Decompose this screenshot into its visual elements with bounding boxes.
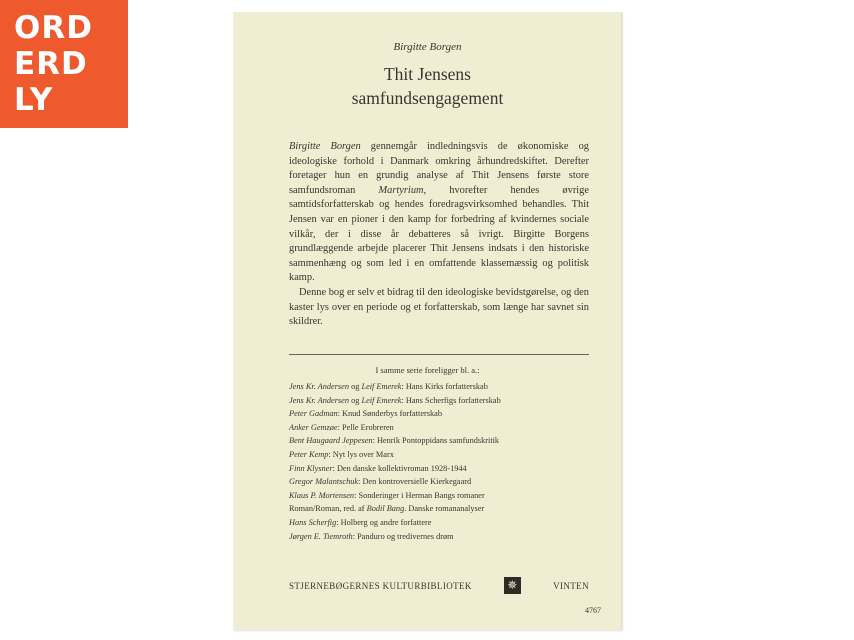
publisher-footer bbox=[289, 577, 589, 594]
title-line-1: Thit Jensens bbox=[383, 64, 471, 84]
list-item bbox=[289, 489, 599, 503]
divider bbox=[289, 354, 589, 355]
series-title: : Pelle Erobreren bbox=[337, 422, 394, 432]
series-name: STJERNEBØGERNES KULTURBIBLIOTEK bbox=[289, 580, 472, 591]
publisher-name: VINTEN bbox=[553, 580, 589, 591]
series-author-2: Leif Emerek bbox=[361, 395, 402, 405]
series-title: : Hans Scherfigs forfatterskab bbox=[401, 395, 501, 405]
cover-author: Birgitte Borgen bbox=[393, 41, 462, 53]
list-item bbox=[289, 502, 599, 516]
series-title: : Holberg og andre forfattere bbox=[336, 517, 432, 527]
series-title: : Hans Kirks forfatterskab bbox=[401, 382, 488, 391]
series-title: : Den danske kollektivroman 1928-1944 bbox=[332, 463, 467, 473]
blurb-author: Birgitte Borgen bbox=[289, 141, 361, 152]
series-heading: I samme serie foreligger bl. a.: bbox=[375, 365, 480, 375]
list-item bbox=[289, 394, 599, 408]
blurb-paragraph-2: Denne bog er selv et bidrag til den ideologiske bevidstgørelse, og den kaster lys over en periode og et forfatterskab, som længe har savnet sin skildrer. bbox=[289, 286, 589, 328]
series-list bbox=[289, 380, 599, 543]
series-author: Anker Gemzøe bbox=[289, 422, 338, 432]
catalog-number: 4767 bbox=[585, 606, 601, 615]
series-joiner: og bbox=[349, 382, 362, 391]
series-author: Klaus P. Mortensen bbox=[289, 490, 355, 500]
list-item bbox=[289, 380, 599, 394]
series-author: Jørgen E. Tiemroth bbox=[289, 531, 353, 541]
list-item bbox=[289, 530, 599, 544]
logo-line-3: LY bbox=[14, 82, 54, 118]
blurb-work-title: Martyrium, bbox=[378, 184, 427, 196]
blurb-text-a: gennemgår indledningsvis de økonomiske og ideologiske forhold i Danmark omkring århundredskiftet. Derefter foretager hun en grundig analyse af Thit Jensens første store samfundsroman bbox=[289, 141, 589, 196]
list-item bbox=[289, 475, 599, 489]
series-author: Bent Haugaard Jeppesen bbox=[289, 436, 373, 446]
series-author: Gregor Malantschuk bbox=[289, 477, 359, 487]
list-item bbox=[289, 421, 599, 435]
list-item bbox=[289, 462, 599, 476]
list-item bbox=[289, 448, 599, 462]
series-title: : Panduro og tredivernes drøm bbox=[352, 531, 454, 541]
series-title: : Nyt lys over Marx bbox=[328, 449, 394, 459]
series-title: : Henrik Pontoppidans samfundskritik bbox=[372, 436, 500, 446]
title-line-2: samfundsengagement bbox=[351, 88, 504, 108]
series-joiner: og bbox=[349, 395, 362, 405]
blurb bbox=[289, 140, 589, 330]
series-author-2: Leif Emerek bbox=[361, 382, 402, 391]
cover-title bbox=[234, 62, 621, 110]
list-item bbox=[289, 407, 599, 421]
series-author: Peter Gadman bbox=[289, 409, 338, 419]
blurb-paragraph-1 bbox=[289, 140, 589, 286]
series-author: Hans Scherfig bbox=[289, 517, 337, 527]
series-joiner: Roman/Roman, red. af bbox=[289, 504, 367, 514]
series-title: : Knud Sønderbys forfatterskab bbox=[337, 409, 443, 419]
blurb-text-b: hvorefter hendes øvrige samtidsforfatterskab og hendes foredragsvirksomhed behandles. Thit Jensen var en pioner i den kamp for forbedring af kvindernes sociale vilkår, der i disse år debatteres så ivrigt. Birgitte Borgens grundlæggende arbejde placerer Thit Jensens indsats i den historiske sammenhæng og som led i en omfattende klassemæssig og politisk kamp. bbox=[289, 184, 589, 284]
star-emblem-icon: ✵ bbox=[504, 577, 521, 594]
series-author: Finn Klysner bbox=[289, 463, 333, 473]
list-item bbox=[289, 516, 599, 530]
book-back-cover bbox=[233, 12, 622, 630]
series-title: . Danske romananalyser bbox=[404, 504, 485, 514]
series-author: Peter Kemp bbox=[289, 449, 329, 459]
series-author: Jens Kr. Andersen bbox=[289, 382, 349, 391]
series-title: : Den kontroversielle Kierkegaard bbox=[358, 477, 472, 487]
series-author-2: Bodil Bang bbox=[366, 504, 405, 514]
series-title: : Sonderinger i Herman Bangs romaner bbox=[354, 490, 485, 500]
logo-line-1: ORD bbox=[14, 10, 93, 46]
logo-line-2: ERD bbox=[14, 46, 88, 82]
series-author: Jens Kr. Andersen bbox=[289, 395, 349, 405]
orderly-logo bbox=[0, 0, 128, 128]
list-item bbox=[289, 434, 599, 448]
